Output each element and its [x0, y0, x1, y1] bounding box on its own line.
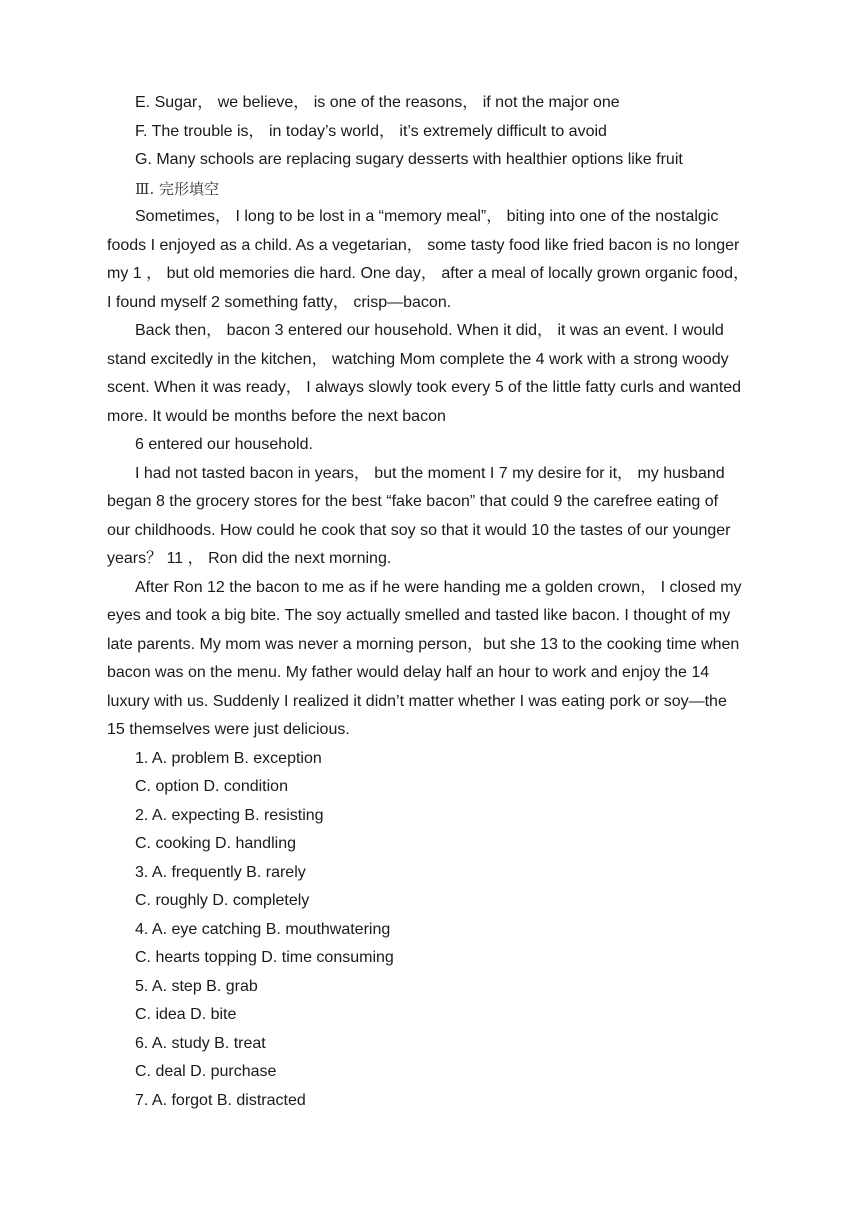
choice-line: 4. A. eye catching B. mouthwatering	[135, 920, 391, 938]
option-line: G. Many schools are replacing sugary desserts with healthier options like fruit	[135, 151, 683, 168]
document-content	[107, 89, 757, 1115]
passage-line: I had not tasted bacon in years， but the moment I 7 my desire for it， my husband	[135, 464, 725, 482]
choice-line: 5. A. step B. grab	[135, 977, 258, 995]
passage-line: Back then， bacon 3 entered our household. When it did， it was an event. I would	[135, 322, 724, 339]
passage-line: began 8 the grocery stores for the best “fake bacon” that could 9 the carefree eating of	[107, 493, 719, 510]
choice-line: 3. A. frequently B. rarely	[135, 863, 306, 881]
passage-line: After Ron 12 the bacon to me as if he were handing me a golden crown， I closed my	[135, 578, 742, 596]
section-heading: Ⅲ. 完形填空	[135, 179, 220, 198]
choice-line: 7. A. forgot B. distracted	[135, 1091, 306, 1109]
choice-line: C. deal D. purchase	[135, 1063, 277, 1080]
choice-line: C. idea D. bite	[135, 1006, 237, 1023]
passage-line: luxury with us. Suddenly I realized it didn’t matter whether I was eating pork or soy—the	[107, 692, 727, 710]
passage-line: foods I enjoyed as a child. As a vegetarian， some tasty food like fried bacon is no longer	[107, 236, 740, 254]
passage-line: more. It would be months before the next bacon	[107, 407, 446, 425]
passage-line: I found myself 2 something fatty， crisp—bacon.	[107, 293, 452, 311]
choice-line: C. roughly D. completely	[135, 892, 310, 909]
passage-line: Sometimes， I long to be lost in a “memory meal”， biting into one of the nostalgic	[135, 208, 719, 225]
passage-line: late parents. My mom was never a morning person，but she 13 to the cooking time when	[107, 635, 740, 653]
choice-line: C. hearts topping D. time consuming	[135, 949, 394, 966]
passage-line: my 1 ， but old memories die hard. One day， after a meal of locally grown organic food，	[107, 265, 750, 282]
passage-line: our childhoods. How could he cook that soy so that it would 10 the tastes of our younger	[107, 521, 731, 539]
option-line: F. The trouble is， in today’s world， it’s extremely difficult to avoid	[135, 122, 607, 140]
choice-line: 2. A. expecting B. resisting	[135, 806, 324, 824]
passage-line: 15 themselves were just delicious.	[107, 721, 350, 738]
option-line: E. Sugar， we believe， is one of the reasons， if not the major one	[135, 94, 620, 111]
choice-line: C. option D. condition	[135, 778, 288, 795]
passage-line: 6 entered our household.	[135, 436, 313, 453]
passage-line: scent. When it was ready， I always slowly took every 5 of the little fatty curls and wanted	[107, 379, 742, 396]
passage-line: eyes and took a big bite. The soy actually smelled and tasted like bacon. I thought of my	[107, 607, 731, 624]
choice-list	[107, 745, 757, 1116]
choice-line: 1. A. problem B. exception	[135, 749, 322, 767]
choice-line: 6. A. study B. treat	[135, 1034, 266, 1052]
choice-line: C. cooking D. handling	[135, 835, 296, 852]
passage	[107, 203, 757, 745]
passage-line: bacon was on the menu. My father would delay half an hour to work and enjoy the 14	[107, 664, 710, 681]
passage-line: stand excitedly in the kitchen， watching Mom complete the 4 work with a strong woody	[107, 350, 729, 368]
passage-line: years？ 11 ， Ron did the next morning.	[107, 550, 392, 567]
